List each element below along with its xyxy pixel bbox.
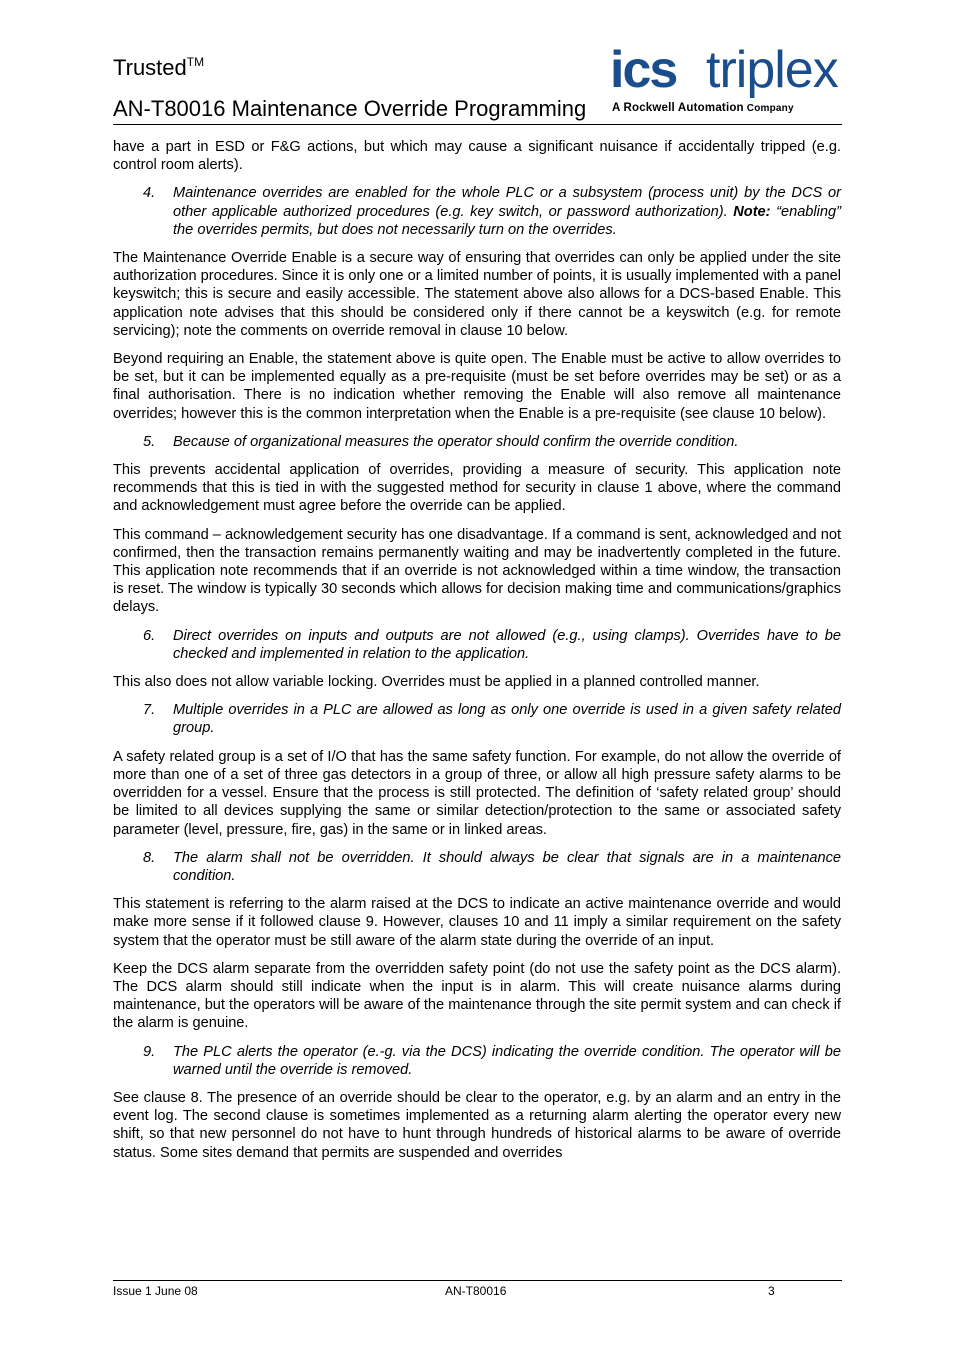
paragraph: This also does not allow variable locking. Overrides must be applied in a planned controlled manner. — [113, 674, 760, 691]
clause-number: 4. — [143, 185, 156, 202]
paragraph: The Maintenance Override Enable is a secure way of ensuring that overrides can only be applied under the site authorization procedures. Since it is only one or a limited number of points, it is usually implemented with a panel keyswitch; this is secure and easily accessible. The statement above also allows for a DCS-based Enable. This application note advises that this should be considered only if there cannot be a keyswitch (e.g. for remote servicing); note the comments on override removal in clause 10 below. — [113, 250, 841, 339]
clause-number: 5. — [143, 433, 156, 450]
clause-item — [113, 433, 841, 451]
clause-number: 9. — [143, 1043, 156, 1060]
paragraph: This statement is referring to the alarm raised at the DCS to indicate an active maintenance override and would make more sense if it followed clause 9. However, clauses 10 and 11 imply a similar requirement on the safety system that the operator must be still aware of the alarm state during the override of an input. — [113, 896, 841, 949]
clause-body: Maintenance overrides are enabled for the whole PLC or a subsystem (process unit) by the DCS or other applicable authorized procedures (e.g. key switch, or password authorization). — [173, 185, 841, 220]
trademark-mark: TM — [186, 55, 205, 69]
clause-text — [173, 184, 841, 239]
paragraph: A safety related group is a set of I/O that has the same safety function. For example, do not allow the override of more than one of a set of three gas detectors in a group of three, or allow all high pressure safety alarms to be overridden for a vessel. Ensure that the process is still protected. The definition of ‘safety related group’ should be limited to all devices supplying the same or similar detection/protection to the same or associated safety parameter (level, pressure, fire, gas) in the same or in linked areas. — [113, 748, 841, 838]
logo-tagline — [612, 102, 794, 114]
document-title — [113, 48, 204, 82]
clause-item — [113, 184, 841, 239]
logo-brand-bold: ics — [610, 41, 677, 99]
clause-item — [113, 627, 841, 663]
footer-doc-id: AN-T80016 — [445, 1284, 507, 1298]
clause-number: 8. — [143, 849, 156, 866]
clause-text: Multiple overrides in a PLC are allowed as long as only one override is used in a given safety related group. — [173, 702, 841, 737]
logo-tagline-prefix: A — [612, 102, 624, 114]
logo-brand-light: triplex — [706, 41, 838, 99]
clause-item — [113, 849, 841, 885]
note-text: “enabling” the overrides permits, but does not necessarily turn on the overrides. — [173, 203, 841, 238]
document-body — [113, 138, 841, 1172]
clause-text: Because of organizational measures the operator should confirm the override condition. — [173, 433, 739, 450]
clause-item — [113, 701, 841, 737]
paragraph: This command – acknowledgement security has one disadvantage. If a command is sent, acknowledged and not confirmed, then the transaction remains permanently waiting and may be inadvertently completed in the future. This application note recommends that if an override is not acknowledged within a time window, the transaction is reset. The window is typically 30 seconds which allows for decision making time and communications/graphics delays. — [113, 526, 841, 616]
note-label: Note: — [733, 203, 771, 220]
paragraph: This prevents accidental application of overrides, providing a measure of security. This application note recommends that this is tied in with the suggested method for security in clause 1 above, where the command and acknowledgement must agree before the override can be applied. — [113, 462, 841, 515]
paragraph: have a part in ESD or F&G actions, but which may cause a significant nuisance if accidentally tripped (e.g. control room alerts). — [113, 139, 841, 174]
footer-rule — [113, 1280, 842, 1281]
logo-tagline-suffix: Company — [743, 103, 794, 114]
paragraph: Keep the DCS alarm separate from the overridden safety point (do not use the safety point as the DCS alarm). The DCS alarm should still indicate when the input is in alarm. This will create nuisance alarms during maintenance, but the operators will be aware of the maintenance through the site permit system and can check if the alarm is genuine. — [113, 960, 841, 1032]
page-number: 3 — [768, 1284, 775, 1298]
document-subtitle: AN-T80016 Maintenance Override Programming — [113, 96, 587, 121]
logo-tagline-bold: Rockwell Automation — [623, 102, 744, 114]
clause-text: Direct overrides on inputs and outputs are not allowed (e.g., using clamps). Overrides have to be checked and implemented in relation to the application. — [173, 627, 841, 662]
clause-number: 7. — [143, 702, 156, 719]
clause-text: The PLC alerts the operator (e.-g. via the DCS) indicating the override condition. The operator will be warned until the override is removed. — [173, 1043, 841, 1078]
clause-text: The alarm shall not be overridden. It should always be clear that signals are in a maintenance condition. — [173, 849, 841, 884]
footer-issue: Issue 1 June 08 — [113, 1284, 198, 1298]
ics-triplex-logo — [610, 41, 842, 122]
title-text: Trusted — [113, 55, 187, 80]
paragraph: See clause 8. The presence of an override should be clear to the operator, e.g. by an alarm and an entry in the event log. The second clause is sometimes implemented as a returning alarm alerting the operator every new shift, so that new personnel do not have to hunt through hundreds of historical alarms to be aware of override status. Some sites demand that permits are suspended and overrides — [113, 1089, 841, 1161]
paragraph: Beyond requiring an Enable, the statement above is quite open. The Enable must be active to allow overrides to be set, but it can be implemented equally as a pre-requisite (must be set before overrides may be set) or as a final authorisation. There is no indication whether removing the Enable will also remove all maintenance overrides; however this is the common interpretation when the Enable is a pre-requisite (see clause 10 below). — [113, 351, 841, 422]
clause-number: 6. — [143, 627, 156, 644]
header-rule — [113, 124, 842, 125]
clause-item — [113, 1043, 841, 1079]
